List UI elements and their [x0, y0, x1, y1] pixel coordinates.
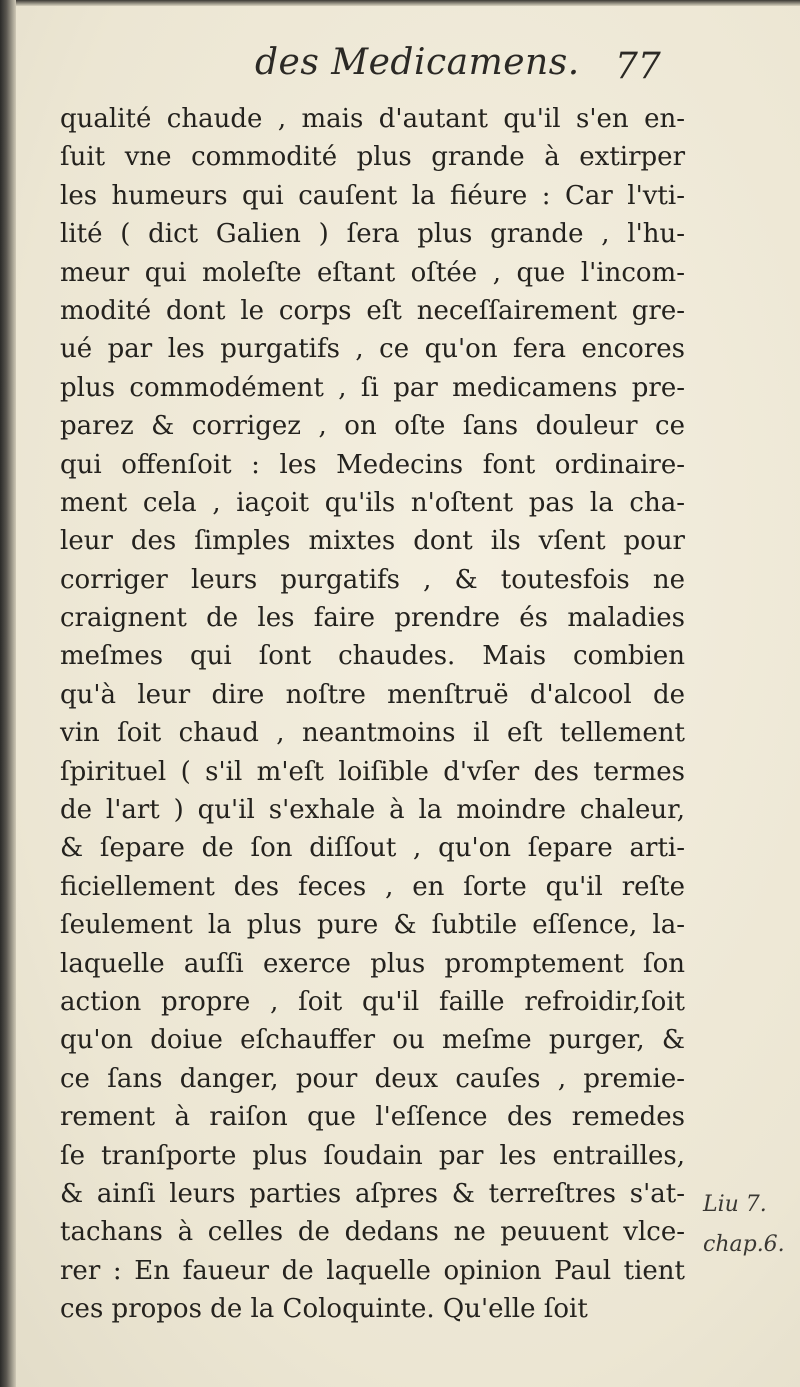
text-line: rer : En faueur de laquelle opinion Paul tient: [60, 1255, 685, 1286]
text-line: rement à raiſon que l'eſſence des remedes: [60, 1102, 685, 1133]
text-line: ſe tranſporte plus ſoudain par les entrailles,: [60, 1140, 685, 1171]
text-line: ment cela , iaçoit qu'ils n'oſtent pas la cha-: [60, 487, 685, 518]
text-line: & ainſi leurs parties aſpres & terreſtres s'at-: [60, 1178, 685, 1209]
page-top-edge: [0, 0, 800, 6]
text-line: ſeulement la plus pure & ſubtile eſſence, la-: [60, 910, 685, 941]
page-number: 77: [615, 46, 661, 87]
text-line: ſuit vne commodité plus grande à extirper: [60, 142, 685, 173]
text-line: tachans à celles de dedans ne peuuent vlce-: [60, 1217, 685, 1248]
binding-gutter: [0, 0, 16, 1387]
text-line: ces propos de la Coloquinte. Qu'elle ſoit: [60, 1294, 588, 1325]
text-line: qui offenſoit : les Medecins font ordinaire-: [60, 449, 685, 480]
text-line: corriger leurs purgatifs , & toutesfois ne: [60, 564, 685, 595]
text-line: meur qui moleſte eſtant oſtée , que l'incom-: [60, 257, 685, 288]
text-line: lité ( dict Galien ) ſera plus grande , l'hu-: [60, 219, 685, 250]
text-line: vin ſoit chaud , neantmoins il eſt tellement: [60, 718, 685, 749]
running-head: des Medicamens.: [255, 42, 580, 83]
text-line: meſmes qui ſont chaudes. Mais combien: [60, 641, 685, 672]
text-line: qu'on doiue eſchauffer ou meſme purger, &: [60, 1025, 685, 1056]
text-line: & ſepare de ſon diſſout , qu'on ſepare arti-: [60, 833, 685, 864]
margin-note-book: Liu 7.: [703, 1192, 767, 1217]
text-line: modité dont le corps eſt neceſſairement gre-: [60, 295, 685, 326]
text-line: de l'art ) qu'il s'exhale à la moindre chaleur,: [60, 795, 685, 826]
text-line: ce ſans danger, pour deux cauſes , premie-: [60, 1063, 685, 1094]
text-line: ſpirituel ( s'il m'eſt loiſible d'vſer des termes: [60, 756, 685, 787]
body-text: [60, 100, 685, 1329]
text-line: craignent de les faire prendre és maladies: [60, 603, 685, 634]
text-line: leur des ſimples mixtes dont ils vſent pour: [60, 526, 685, 557]
page-header: [60, 42, 760, 100]
text-line: les humeurs qui cauſent la fiéure : Car l'vti-: [60, 180, 685, 211]
text-line: ué par les purgatifs , ce qu'on fera encores: [60, 334, 685, 365]
text-line: laquelle auſſi exerce plus promptement ſon: [60, 948, 685, 979]
text-line: ficiellement des feces , en ſorte qu'il reſte: [60, 871, 685, 902]
text-line: plus commodément , ſi par medicamens pre-: [60, 372, 685, 403]
margin-note-chapter: chap.6.: [703, 1232, 785, 1257]
text-line: parez & corrigez , on oſte ſans douleur ce: [60, 411, 685, 442]
text-line: qualité chaude , mais d'autant qu'il s'en en-: [60, 104, 685, 134]
text-line: qu'à leur dire noſtre menſtruë d'alcool de: [60, 679, 685, 710]
text-line: action propre , ſoit qu'il faille refroidir,ſoit: [60, 986, 685, 1017]
